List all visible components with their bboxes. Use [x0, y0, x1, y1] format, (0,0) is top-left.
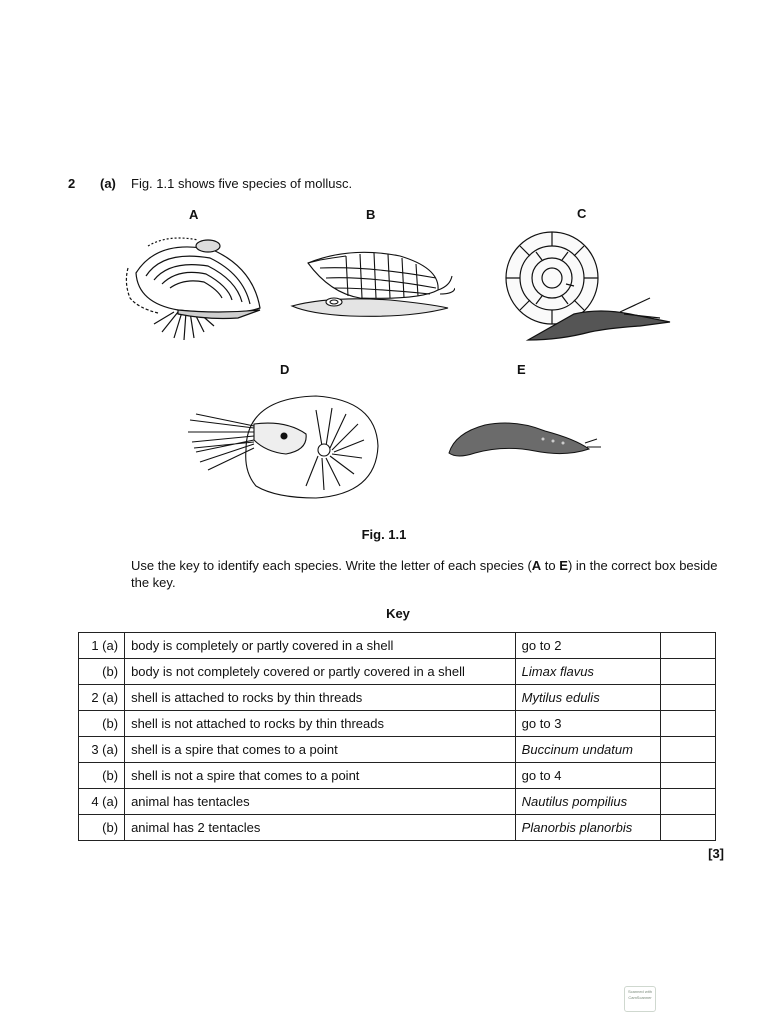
- key-row: [79, 815, 716, 841]
- question-part: (a): [100, 176, 116, 191]
- figure-caption: Fig. 1.1: [361, 527, 407, 542]
- figure-label-d: D: [280, 362, 290, 377]
- instructions-pre: Use the key to identify each species. Write the letter of each species (: [131, 558, 532, 573]
- key-step-number: (b): [79, 711, 125, 737]
- figure-label-a: A: [189, 207, 199, 222]
- answer-box[interactable]: [660, 685, 715, 711]
- key-result: Planorbis planorbis: [515, 815, 660, 841]
- key-row: [79, 659, 716, 685]
- key-result: go to 2: [515, 633, 660, 659]
- key-row: [79, 763, 716, 789]
- nautilus-illustration: [186, 390, 386, 505]
- instructions-mid: to: [541, 558, 560, 573]
- key-step-number: (b): [79, 815, 125, 841]
- answer-box[interactable]: [660, 633, 715, 659]
- key-result: Buccinum undatum: [515, 737, 660, 763]
- key-step-number: 2 (a): [79, 685, 125, 711]
- key-description: animal has tentacles: [125, 789, 516, 815]
- key-result: Mytilus edulis: [515, 685, 660, 711]
- key-row: [79, 711, 716, 737]
- answer-box[interactable]: [660, 815, 715, 841]
- instructions-post: ) in the correct box beside the key.: [131, 558, 718, 590]
- key-description: shell is not a spire that comes to a point: [125, 763, 516, 789]
- key-row: [79, 737, 716, 763]
- marks-allocation: [3]: [708, 846, 724, 861]
- watermark-line2: CamScanner: [628, 995, 652, 1000]
- figure-label-c: C: [577, 206, 587, 221]
- key-row: [79, 633, 716, 659]
- instructions: [131, 557, 727, 591]
- key-result: Nautilus pompilius: [515, 789, 660, 815]
- answer-box[interactable]: [660, 763, 715, 789]
- key-step-number: 3 (a): [79, 737, 125, 763]
- figure-label-e: E: [517, 362, 526, 377]
- scanner-watermark: [624, 986, 656, 1012]
- key-step-number: (b): [79, 763, 125, 789]
- instructions-letter-a: A: [531, 558, 542, 573]
- answer-box[interactable]: [660, 659, 715, 685]
- question-number: 2: [68, 176, 76, 191]
- key-row: [79, 789, 716, 815]
- key-description: shell is not attached to rocks by thin threads: [125, 711, 516, 737]
- key-description: body is completely or partly covered in a shell: [125, 633, 516, 659]
- slug-illustration: [445, 413, 603, 461]
- instructions-letter-e: E: [559, 558, 568, 573]
- key-step-number: 4 (a): [79, 789, 125, 815]
- answer-box[interactable]: [660, 711, 715, 737]
- key-step-number: (b): [79, 659, 125, 685]
- key-result: go to 4: [515, 763, 660, 789]
- question-text: Fig. 1.1 shows five species of mollusc.: [131, 176, 353, 191]
- answer-box[interactable]: [660, 737, 715, 763]
- rams-horn-snail-illustration: [500, 228, 672, 346]
- key-description: body is not completely covered or partly covered in a shell: [125, 659, 516, 685]
- dichotomous-key-table: [78, 632, 716, 841]
- answer-box[interactable]: [660, 789, 715, 815]
- whelk-illustration: [290, 238, 455, 323]
- key-result: go to 3: [515, 711, 660, 737]
- watermark-line1: Scanned with: [627, 989, 652, 994]
- key-description: shell is a spire that comes to a point: [125, 737, 516, 763]
- key-title: Key: [386, 606, 410, 621]
- key-result: Limax flavus: [515, 659, 660, 685]
- key-description: animal has 2 tentacles: [125, 815, 516, 841]
- mussel-illustration: [118, 228, 268, 343]
- key-row: [79, 685, 716, 711]
- figure-label-b: B: [366, 207, 376, 222]
- key-step-number: 1 (a): [79, 633, 125, 659]
- key-description: shell is attached to rocks by thin threads: [125, 685, 516, 711]
